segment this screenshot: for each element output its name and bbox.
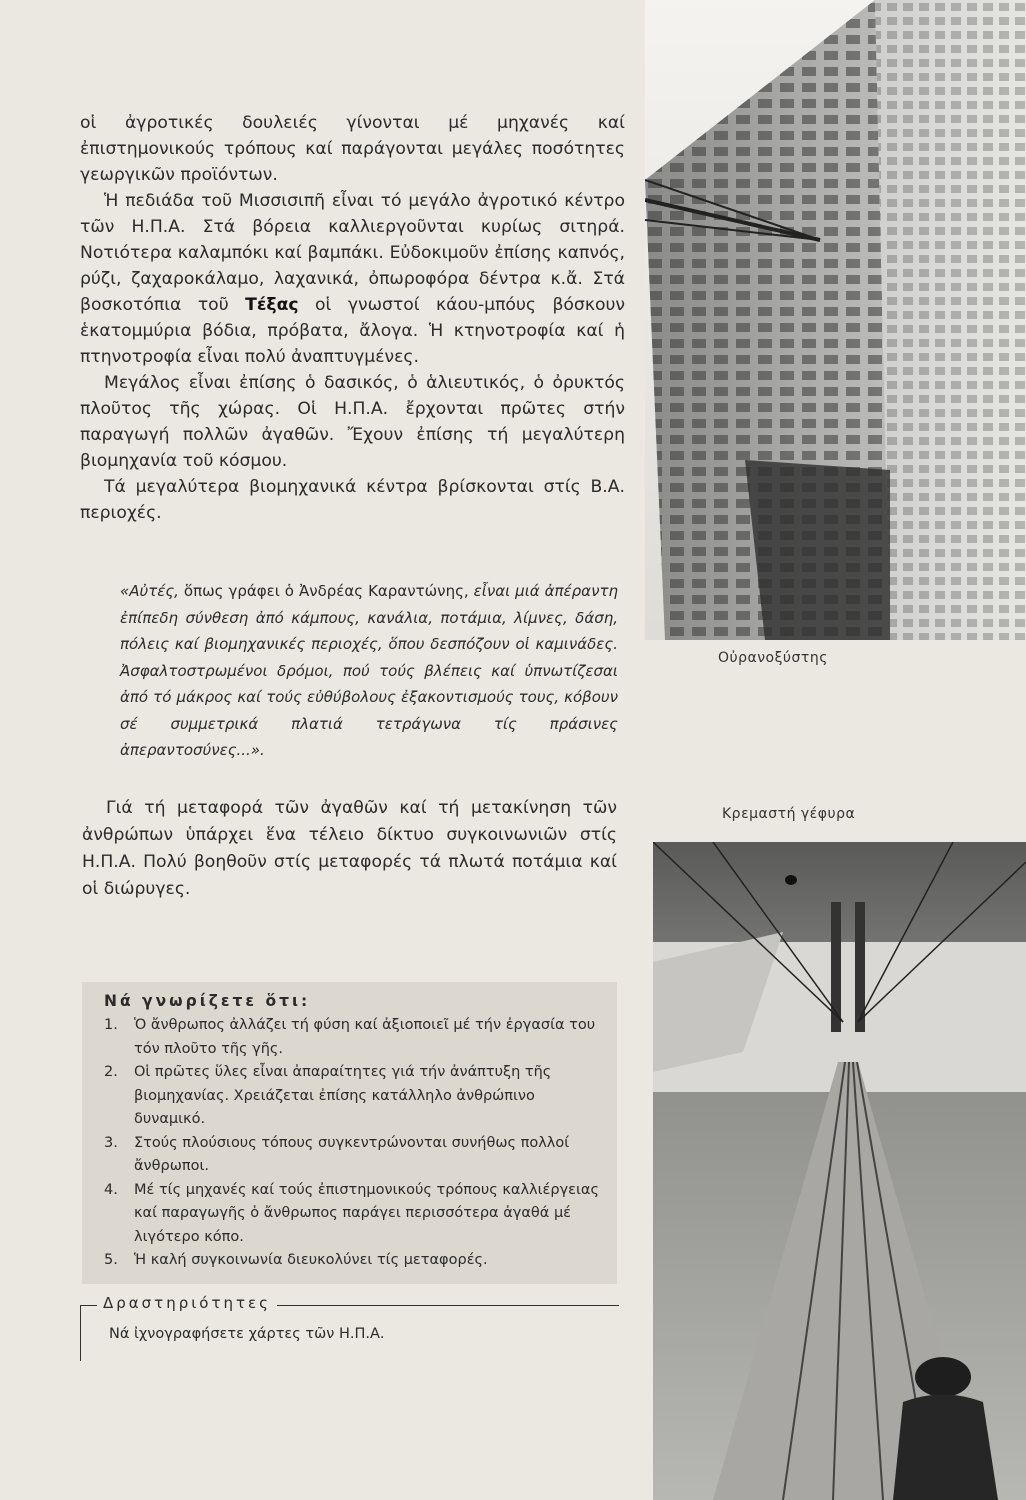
list-item: 1. Ὁ ἄνθρωπος ἀλλάζει τή φύση καί ἀξιοποιεῖ μέ τήν ἐργασία του τόν πλοῦτο τῆς γῆς. xyxy=(104,1017,596,1057)
paragraph-industrial-centers: Τά μεγαλύτερα βιομηχανικά κέντρα βρίσκονται στίς Β.Α. περιοχές. xyxy=(80,477,625,523)
caption-bridge: Κρεμαστή γέφυρα xyxy=(722,806,856,822)
skyscraper-photo xyxy=(645,0,1026,640)
know-title: Νά γνωρίζετε ὅτι: xyxy=(104,992,311,1010)
list-item: 5. Ἡ καλή συγκοινωνία διευκολύνει τίς μεταφορές. xyxy=(104,1252,488,1268)
paragraph-transport: Γιά τή μεταφορά τῶν ἀγαθῶν καί τή μετακίνηση τῶν ἀνθρώπων ὑπάρχει ἕνα τέλειο δίκτυο συγκοινωνιῶν στίς Η.Π.Α. Πολύ βοηθοῦν στίς μεταφορές τά πλωτά ποτάμια καί οἱ διώρυγες. xyxy=(82,798,617,899)
know-list xyxy=(104,1014,605,1273)
know-box xyxy=(82,982,617,1284)
quote-body: εἶναι μιά ἀπέραντη ἐπίπεδη σύνθεση ἀπό κάμπους, κανάλια, ποτάμια, λίμνες, δάση, πόλεις καί βιομηχανικές περιοχές, ὅπου δεσπόζουν οἱ καμινάδες. Ἀσφαλτοστρωμένοι δρόμοι, πού τούς βλέπεις καί ὑπνωτίζεσαι ἀπό τό μάκρος καί τούς εὐθύβολους ἐξακοντισμούς τους, κόβουν σέ συμμετρικά πλατιά τετράγωνα τίς πράσινες ἀπεραντοσύνες...». xyxy=(120,582,618,759)
quote-karantonis xyxy=(120,578,618,764)
paragraph-resources: Μεγάλος εἶναι ἐπίσης ὁ δασικός, ὁ ἁλιευτικός, ὁ ὀρυκτός πλοῦτος τῆς χώρας. Οἱ Η.Π.Α. ἔρχονται πρῶτες στήν παραγωγή πολλῶν ἀγαθῶν. Ἔχουν ἐπίσης τή μεγαλύτερη βιομηχανία τοῦ κόσμου. xyxy=(80,373,625,471)
paragraph-mississippi xyxy=(80,188,625,370)
bridge-photo xyxy=(653,842,1026,1500)
activities-text: Νά ἰχνογραφήσετε χάρτες τῶν Η.Π.Α. xyxy=(109,1326,385,1342)
paragraph-agriculture: οἱ ἀγροτικές δουλειές γίνονται μέ μηχανές καί ἐπιστημονικούς τρόπους καί παράγονται μεγάλες ποσότητες γεωργικῶν προϊόντων. xyxy=(80,113,625,185)
caption-skyscraper: Οὐρανοξύστης xyxy=(718,650,828,666)
activities-box xyxy=(80,1294,619,1361)
mississippi-text: Ἡ πεδιάδα τοῦ Μισσισιπῆ εἶναι τό μεγάλο ἀγροτικό κέντρο τῶν Η.Π.Α. Στά βόρεια καλλιεργοῦνται κυρίως σιτηρά. Νοτιότερα καλαμπόκι καί βαμπάκι. Εὐδοκιμοῦν ἐπίσης καπνός, ρύζι, ζαχαροκάλαμο, λαχανικά, ὀπωροφόρα δέντρα κ.ἄ. Στά βοσκοτόπια τοῦ xyxy=(80,191,625,315)
livestock-text: οἱ γνωστοί κάου-μπόυς βόσκουν ἑκατομμύρια βόδια, πρόβατα, ἄλογα. Ἡ κτηνοτροφία καί ἡ πτηνοτροφία εἶναι πολύ ἀναπτυγμένες. xyxy=(80,295,626,367)
list-item: 2. Οἱ πρῶτες ὕλες εἶναι ἀπαραίτητες γιά τήν ἀνάπτυξη τῆς βιομηχανίας. Χρειάζεται ἐπίσης κατάλληλο ἀνθρώπινο δυναμικό. xyxy=(104,1064,552,1127)
quote-open: «Αὐτές, xyxy=(120,582,179,600)
list-item: 4. Μέ τίς μηχανές καί τούς ἐπιστημονικούς τρόπους καλλιέργειας καί παραγωγῆς ὁ ἄνθρωπος παράγει περισσότερα ἀγαθά μέ λιγότερο κόπο. xyxy=(104,1181,599,1245)
texas-bold: Τέξας xyxy=(245,295,299,315)
activities-title: Δραστηριότητες xyxy=(97,1294,277,1312)
list-item: 3. Στούς πλούσιους τόπους συγκεντρώνονται συνήθως πολλοί ἄνθρωποι. xyxy=(104,1134,570,1174)
main-text xyxy=(80,110,625,526)
quote-attribution: ὅπως γράφει ὁ Ἀνδρέας Καραντώνης, xyxy=(183,582,469,600)
